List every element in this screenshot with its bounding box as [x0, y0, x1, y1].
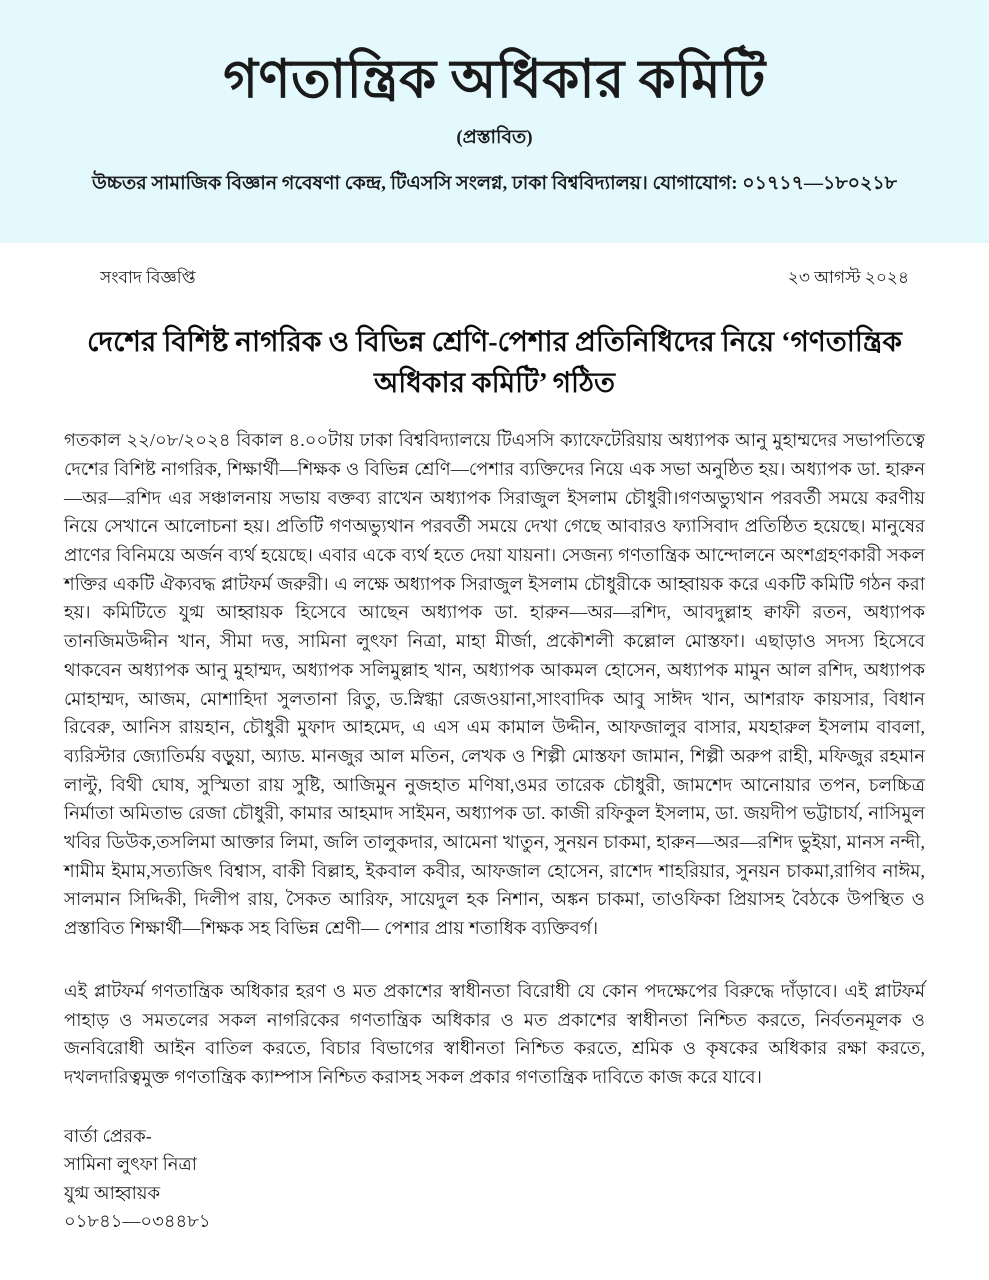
document-body	[0, 265, 989, 1236]
sender-label: বার্তা প্রেরক-	[64, 1125, 152, 1146]
document-meta-row	[62, 265, 927, 293]
letterhead-banner	[0, 0, 989, 243]
sender-role: যুগ্ম আহ্বায়ক	[64, 1182, 161, 1203]
body-paragraph-1: গতকাল ২২/০৮/২০২৪ বিকাল ৪.০০টায় ঢাকা বিশ্ববিদ্যালয়ে টিএসসি ক্যাফেটেরিয়ায় অধ্যাপক আনু মুহাম্মদের সভাপতিত্বে দেশের বিশিষ্ট নাগরিক, শিক্ষার্থী—শিক্ষক ও বিভিন্ন শ্রেণি—পেশার ব্যক্তিদের নিয়ে এক সভা অনুষ্ঠিত হয়। অধ্যাপক ডা. হারুন—অর—রশিদ এর সঞ্চালনায় সভায় বক্তব্য রাখেন অধ্যাপক সিরাজুল ইসলাম চৌধুরী।গণঅভ্যুথান পরবর্তী সময়ে করণীয় নিয়ে সেখানে আলোচনা হয়। প্রতিটি গণঅভ্যুথান পরবর্তী সময়ে দেখা গেছে আবারও ফ্যাসিবাদ প্রতিষ্ঠিত হয়েছে। মানুষের প্রাণের বিনিময়ে অর্জন ব্যর্থ হয়েছে। এবার একে ব্যর্থ হতে দেয়া যায়না। সেজন্য গণতান্ত্রিক আন্দোলনে অংশগ্রহণকারী সকল শক্তির একটি ঐক্যবদ্ধ প্লাটফর্ম জরুরী। এ লক্ষে অধ্যাপক সিরাজুল ইসলাম চৌধুরীকে আহ্বায়ক করে একটি কমিটি গঠন করা হয়। কমিটিতে যুগ্ম আহ্বায়ক হিসেবে আছেন অধ্যাপক ডা. হারুন—অর—রশিদ, আবদুল্লাহ ক্বাফী রতন, অধ্যাপক তানজিমউদ্দীন খান, সীমা দত্ত, সামিনা লুৎফা নিত্রা, মাহা মীর্জা, প্রকৌশলী কল্লোল মোস্তফা। এছাড়াও সদস্য হিসেবে থাকবেন অধ্যাপক আনু মুহাম্মদ, অধ্যাপক সলিমুল্লাহ খান, অধ্যাপক আকমল হোসেন, অধ্যাপক মামুন আল রশিদ, অধ্যাপক মোহাম্মদ, আজম, মোশাহিদা সুলতানা রিতু, ড.স্নিগ্ধা রেজওয়ানা,সাংবাদিক আবু সাঈদ খান, আশরাফ কায়সার, বিধান রিবেরু, আনিস রায়হান, চৌধুরী মুফাদ আহমেদ, এ এস এম কামাল উদ্দীন, আফজালুর বাসার, মযহারুল ইসলাম বাবলা, ব্যরিস্টার জ্যোতির্ময় বড়ুয়া, অ্যাড. মানজুর আল মতিন, লেখক ও শিল্পী মোস্তফা জামান, শিল্পী অরুপ রাহী, মফিজুর রহমান লাল্টু, বিথী ঘোষ, সুস্মিতা রায় সুষ্টি, আজিমুন নুজহাত মণিষা,ওমর তারেক চৌধুরী, জামশেদ আনোয়ার তপন, চলচ্চিত্র নির্মাতা অমিতাভ রেজা চৌধুরী, কামার আহমাদ সাইমন, অধ্যাপক ডা. কাজী রফিকুল ইসলাম, ডা. জয়দীপ ভট্টাচার্য, নাসিমুল খবির ডিউক,তসলিমা আক্তার লিমা, জলি তালুকদার, আমেনা খাতুন, সুনয়ন চাকমা, হারুন—অর—রশিদ ভুইয়া, মানস নন্দী, শামীম ইমাম,সত্যজিৎ বিশ্বাস, বাকী বিল্লাহ, ইকবাল কবীর, আফজাল হোসেন, রাশেদ শাহরিয়ার, সুনয়ন চাকমা,রাগিব নাঈম, সালমান সিদ্দিকী, দিলীপ রায়, সৈকত আরিফ, সায়েদুল হক নিশান, অঙ্কন চাকমা, তাওফিকা প্রিয়াসহ বৈঠকে উপস্থিত ও প্রস্তাবিত শিক্ষার্থী—শিক্ষক সহ বিভিন্ন শ্রেণী— পেশার প্রায় শতাধিক ব্যক্তিবর্গ।	[64, 430, 925, 939]
signature-block	[62, 1122, 927, 1236]
organization-status: (প্রস্তাবিত)	[456, 127, 533, 149]
document-type-label: সংবাদ বিজ্ঞপ্তি	[100, 268, 196, 287]
sender-name: সামিনা লুৎফা নিত্রা	[64, 1154, 197, 1175]
organization-name: গণতান্ত্রিক অধিকার কমিটি	[223, 51, 766, 109]
page-title: দেশের বিশিষ্ট নাগরিক ও বিভিন্ন শ্রেণি-পেশার প্রতিনিধিদের নিয়ে ‘গণতান্ত্রিক অধিকার কমিটি’ গঠিত	[87, 327, 902, 399]
sender-phone: ০১৮৪১—০৩৪৪৮১	[64, 1211, 211, 1232]
body-paragraph-2: এই প্লাটফর্ম গণতান্ত্রিক অধিকার হরণ ও মত প্রকাশের স্বাধীনতা বিরোধী যে কোন পদক্ষেপের বিরুদ্ধে দাঁড়াবে। এই প্লাটফর্ম পাহাড় ও সমতলের সকল নাগরিকের গণতান্ত্রিক অধিকার ও মত প্রকাশের স্বাধীনতা নিশ্চিত করতে, নির্বতনমূলক ও জনবিরোধী আইন বাতিল করতে, বিচার বিভাগের স্বাধীনতা নিশ্চিত করতে, শ্রমিক ও কৃষকের অধিকার রক্ষা করতে, দখলদারিত্বমুক্ত গণতান্ত্রিক ক্যাম্পাস নিশ্চিত করাসহ সকল প্রকার গণতান্ত্রিক দাবিতে কাজ করে যাবে।	[64, 980, 925, 1087]
document-date: ২৩ আগস্ট ২০২৪	[787, 268, 909, 287]
organization-address: উচ্চতর সামাজিক বিজ্ঞান গবেষণা কেন্দ্র, টিএসসি সংলগ্ন, ঢাকা বিশ্ববিদ্যালয়। যোগাযোগ: ০১৭১৭—১৮০২১৮	[91, 173, 898, 195]
